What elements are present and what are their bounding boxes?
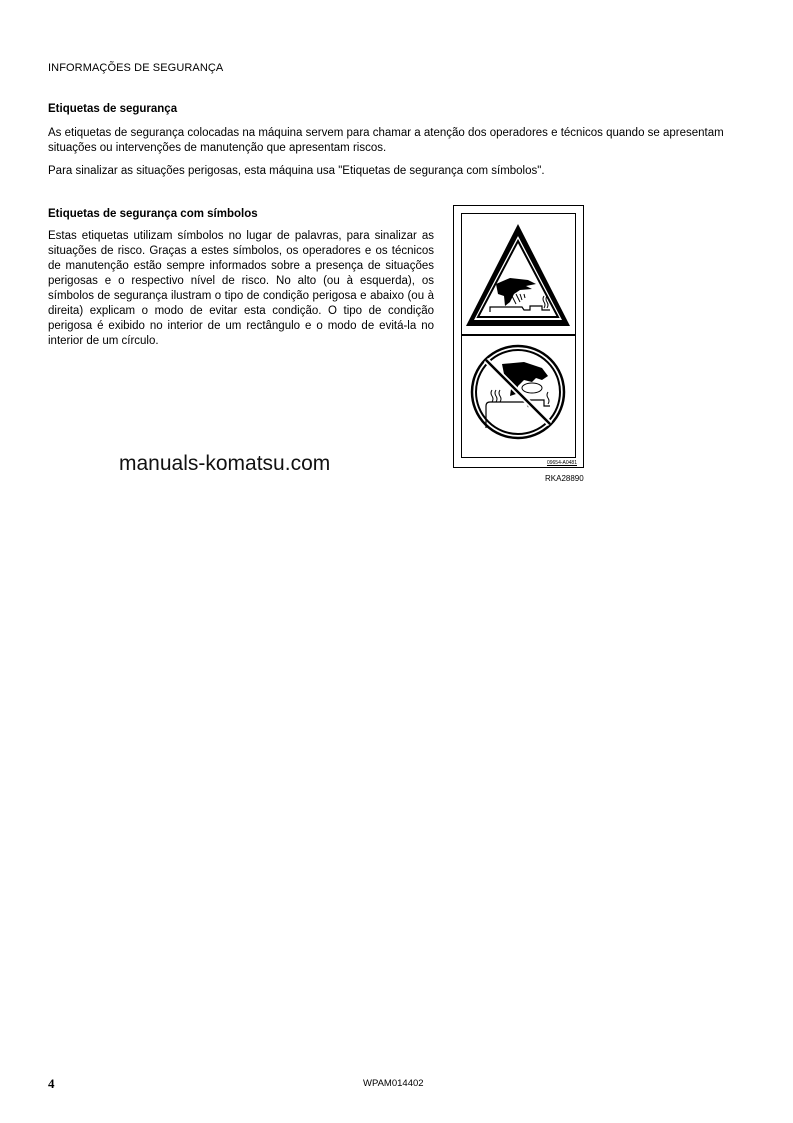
paragraph-symbols-note: Para sinalizar as situações perigosas, esta máquina usa "Etiquetas de segurança com símbolos". — [48, 165, 545, 177]
hot-surface-warning-icon — [462, 214, 575, 334]
watermark-text: manuals-komatsu.com — [119, 452, 331, 475]
paragraph-symbol-labels: Estas etiquetas utilizam símbolos no lugar de palavras, para sinalizar as situações de risco. Graças a estes símbolos, os operadores e os técnicos de manutenção estão sempre informados sobre a presença de situações perigosas e o respectivo nível de risco. No alto (ou à esquerda), os símbolos de segurança ilustram o tipo de condição perigosa e abaixo (ou à direita) explicam o modo de evitar esta condição. O tipo de condição perigosa é exibido no interior de um rectângulo e o modo de evitá-la no interior de um círculo. — [48, 230, 434, 347]
label-part-code: 09654-A0481 — [546, 460, 577, 466]
document-code: WPAM014402 — [363, 1078, 424, 1089]
figure-id: RKA28890 — [545, 474, 584, 483]
paragraph-intro: As etiquetas de segurança colocadas na máquina servem para chamar a atenção dos operadores e técnicos quando se apresentam situações ou intervenções de manutenção que apresentam riscos. — [48, 127, 724, 154]
section-title-safety-labels: Etiquetas de segurança — [48, 103, 178, 115]
avoidance-panel — [461, 335, 576, 458]
safety-label-figure — [453, 205, 584, 468]
hazard-panel — [461, 213, 576, 335]
section-header: INFORMAÇÕES DE SEGURANÇA — [48, 62, 224, 74]
section-title-symbol-labels: Etiquetas de segurança com símbolos — [48, 208, 258, 220]
page-number: 4 — [48, 1076, 55, 1091]
no-touch-prohibition-icon — [462, 336, 575, 448]
